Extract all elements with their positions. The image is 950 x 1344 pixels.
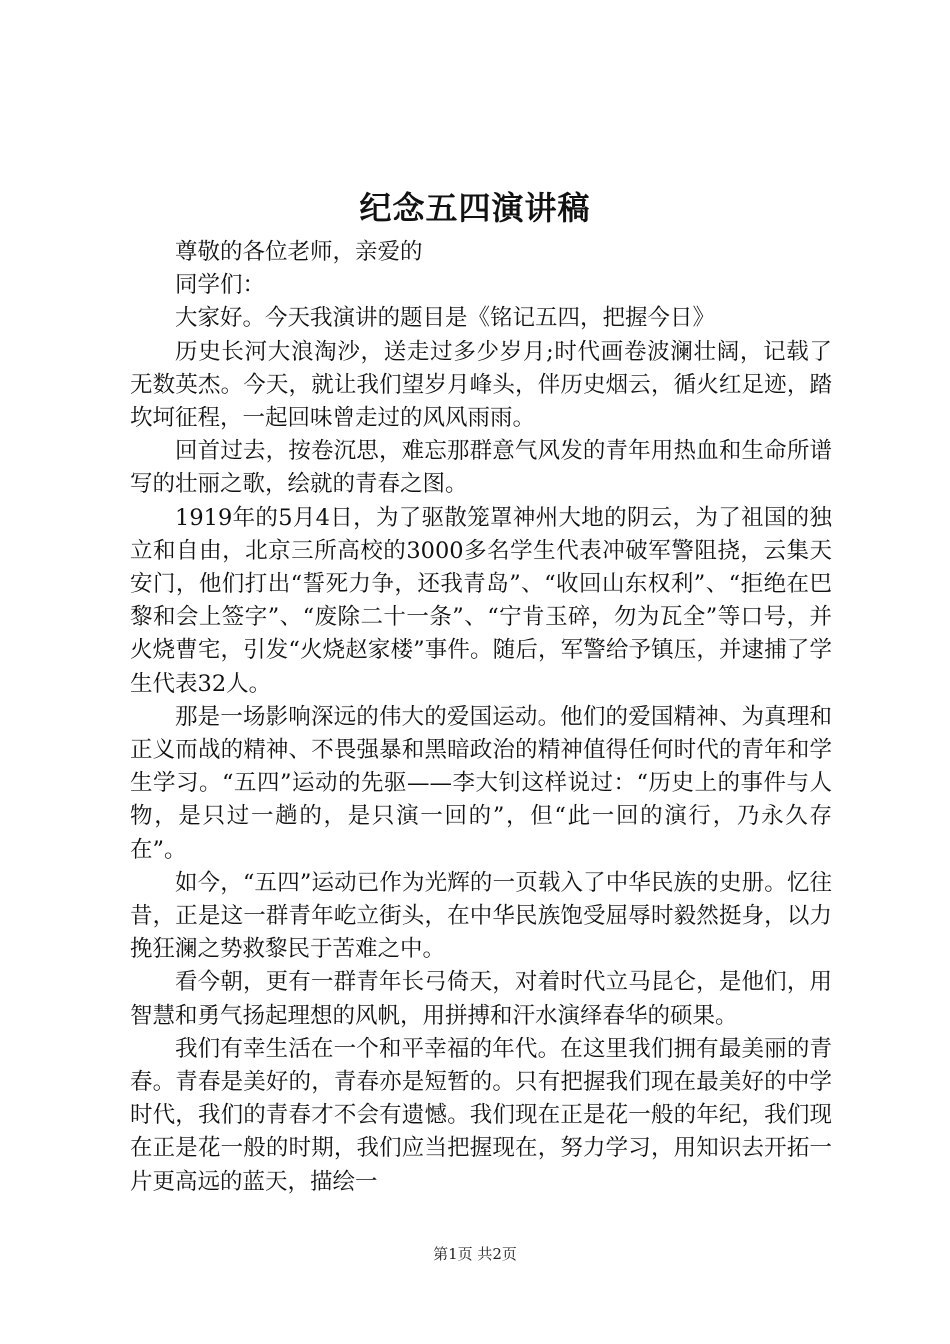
paragraph-history: 历史长河大浪淘沙，送走过多少岁月;时代画卷波澜壮阔，记载了无数英杰。今天，就让我们望岁月峰头，伴历史烟云，循火红足迹，踏坎坷征程，一起回味曾走过的风风雨雨。 — [130, 338, 832, 432]
paragraph-youth: 我们有幸生活在一个和平幸福的年代。在这里我们拥有最美丽的青春。青春是美好的，青春亦是短暂的。只有把握我们现在最美好的中学时代，我们的青春才不会有遗憾。我们现在正是花一般的年纪，我们现在正是花一般的时期，我们应当把握现在，努力学习，用知识去开拓一片更高远的蓝天，描绘一 — [130, 1035, 832, 1195]
document-body — [130, 236, 832, 1199]
paragraph-today: 如今，“五四”运动已作为光辉的一页载入了中华民族的史册。忆往昔，正是这一群青年屹立街头，在中华民族饱受屈辱时毅然挺身，以力挽狂澜之势救黎民于苦难之中。 — [130, 869, 832, 963]
paragraph-looking-back: 回首过去，按卷沉思，难忘那群意气风发的青年用热血和生命所谱写的壮丽之歌，绘就的青春之图。 — [130, 438, 832, 498]
paragraph-present: 看今朝，更有一群青年长弓倚天，对着时代立马昆仑，是他们，用智慧和勇气扬起理想的风帆，用拼搏和汗水演绎春华的硕果。 — [130, 969, 832, 1029]
paragraph-patriotic-movement: 那是一场影响深远的伟大的爱国运动。他们的爱国精神、为真理和正义而战的精神、不畏强暴和黑暗政治的精神值得任何时代的青年和学生学习。“五四”运动的先驱——李大钊这样说过：“历史上的事件与人物，是只过一趟的，是只演一回的”，但“此一回的演行，乃永久存在”。 — [130, 703, 832, 863]
paragraph-salutation-1: 尊敬的各位老师，亲爱的 — [175, 239, 423, 265]
paragraph-greeting: 大家好。今天我演讲的题目是《铭记五四，把握今日》 — [175, 305, 716, 332]
page-footer: 第1页 共2页 — [433, 1245, 517, 1263]
paragraph-1919: 1919年的5月4日，为了驱散笼罩神州大地的阴云，为了祖国的独立和自由，北京三所高校的3000多名学生代表冲破军警阻挠，云集天安门，他们打出“誓死力争，还我青岛”、“收回山东权利”、“拒绝在巴黎和会上签字”、“废除二十一条”、“宁肯玉碎，勿为瓦全”等口号，并火烧曹宅，引发“火烧赵家楼”事件。随后，军警给予镇压，并逮捕了学生代表32人。 — [130, 504, 832, 697]
document-title: 纪念五四演讲稿 — [359, 189, 591, 227]
paragraph-salutation-2: 同学们： — [175, 272, 266, 299]
